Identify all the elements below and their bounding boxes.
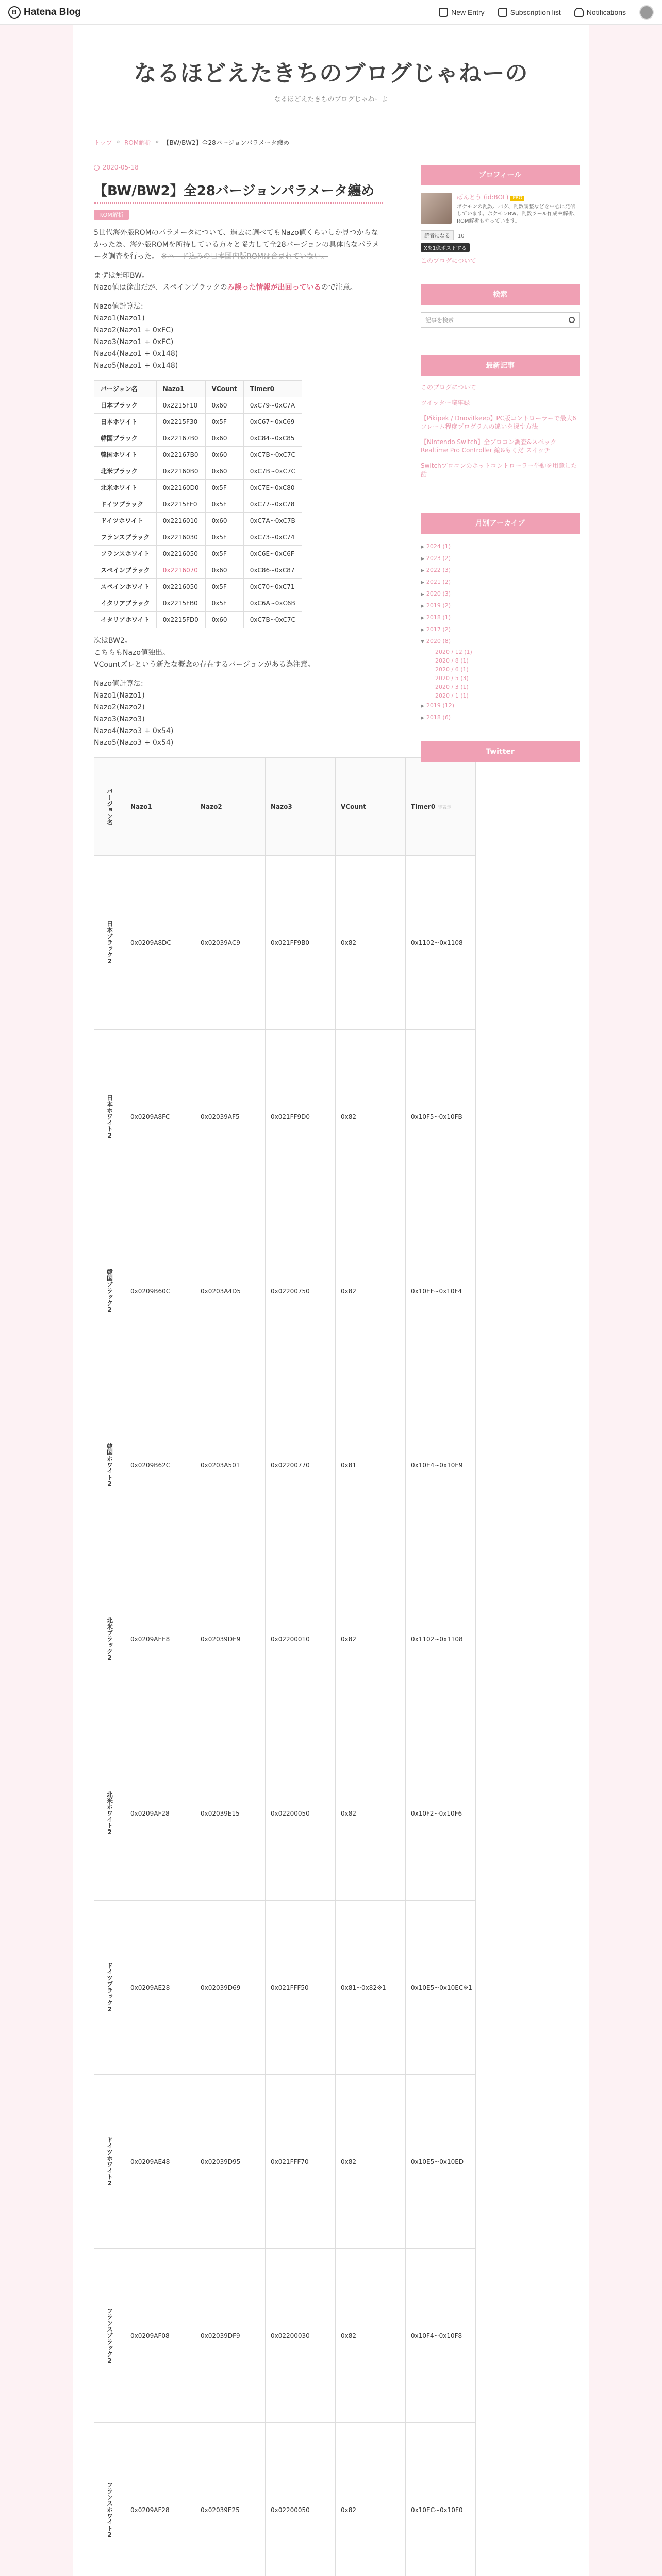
triangle-right-icon: ▶ (421, 616, 424, 621)
triangle-right-icon: ▶ (421, 628, 424, 633)
version-name-cell: 日本ブラック (94, 397, 157, 414)
table-cell: 0x60 (205, 463, 243, 480)
formula-title: Nazo値計算法: (94, 302, 143, 311)
version-name-cell: スペインブラック (94, 562, 157, 579)
follow-count: 10 (457, 233, 465, 239)
intro-text: 5世代海外版ROMのパラメータについて、過去に調べてもNazo値くらいしか見つからなかった為、海外版ROMを所持している方々と協力して全28バージョンの具体的なパラメータ調査を行った。 (94, 229, 379, 261)
list-icon (498, 8, 507, 17)
bw2-line2: VCountズレという新たな概念の存在するバージョンがある為注意。 (94, 660, 315, 669)
table-cell: 0xC7B~0xC7C (243, 463, 302, 480)
profile-module (421, 185, 580, 272)
bw2-formulas (94, 678, 383, 749)
table-cell: 0x0203A501 (195, 1378, 266, 1552)
th2-nazo1: Nazo1 (125, 758, 195, 856)
blog-page (73, 25, 589, 2576)
table-cell: 0x10E5~0x10ED (406, 2075, 476, 2249)
table-row (94, 1378, 476, 1552)
table-row (94, 430, 302, 447)
pencil-icon (439, 8, 448, 17)
triangle-right-icon: ▶ (421, 545, 424, 550)
version-name-cell (94, 2423, 125, 2576)
table-cell: 0x2216030 (156, 529, 205, 546)
table2-header-row (94, 758, 476, 856)
table-row (94, 463, 302, 480)
version-name-vertical: フランスホワイト2 (106, 2481, 113, 2538)
table-cell: 0xC7E~0xC80 (243, 480, 302, 496)
archive-year-label: 2019 (2) (426, 602, 451, 609)
table-row (94, 397, 302, 414)
archive-year-label: 2018 (1) (426, 614, 451, 621)
category-badge[interactable]: ROM解析 (94, 210, 129, 220)
table-cell: 0x82 (336, 856, 406, 1030)
table-cell: 0xC7B~0xC7C (243, 612, 302, 628)
table-cell: 0x1102~0x1108 (406, 856, 476, 1030)
formula-line: Nazo4(Nazo1 + 0x148) (94, 350, 178, 358)
table-cell: 0x1102~0x1108 (406, 1552, 476, 1726)
table-cell: 0xC70~0xC71 (243, 579, 302, 595)
table-cell: 0x021FF9D0 (266, 1030, 336, 1204)
table-row (94, 562, 302, 579)
formula-line: Nazo5(Nazo1 + 0x148) (94, 362, 178, 370)
version-name-cell: 韓国ホワイト (94, 447, 157, 463)
blog-description: なるほどえたきちのブログじゃねーよ (274, 96, 388, 104)
subscription-label: Subscription list (510, 8, 561, 16)
archive-year-label: 2018 (6) (426, 714, 451, 721)
table-cell: 0x10EC~0x10F0 (406, 2423, 476, 2576)
breadcrumb (94, 138, 289, 147)
table-row (94, 579, 302, 595)
archive-year[interactable] (421, 588, 580, 600)
table-cell: 0x5F (205, 595, 243, 612)
th2-version-label: バージョン名 (106, 788, 113, 825)
table-cell: 0x82 (336, 1726, 406, 1901)
formula-line: Nazo1(Nazo1) (94, 314, 145, 323)
version-name-cell (94, 1030, 125, 1204)
table-row (94, 513, 302, 529)
table-row (94, 1204, 476, 1378)
th2-nazo3: Nazo3 (266, 758, 336, 856)
table-cell: 0x02200050 (266, 1726, 336, 1901)
version-name-cell (94, 1726, 125, 1901)
search-module-title: 検索 (421, 284, 580, 305)
archive-year-label: 2023 (2) (426, 555, 451, 562)
sidebar (421, 165, 580, 762)
triangle-right-icon: ▶ (421, 568, 424, 573)
profile-module-title: プロフィール (421, 165, 580, 185)
table-cell: 0x021FF9B0 (266, 856, 336, 1030)
version-name-cell (94, 1901, 125, 2075)
archive-month[interactable]: 2020 / 5 (3) (435, 675, 469, 682)
archive-year[interactable] (421, 624, 580, 636)
notifications-label: Notifications (586, 8, 626, 16)
table-cell: 0x0209AE48 (125, 2075, 195, 2249)
about-blog-link[interactable]: このブログについて (421, 257, 476, 264)
table-cell: 0x0209AEE8 (125, 1552, 195, 1726)
table-cell: 0x10F5~0x10FB (406, 1030, 476, 1204)
archive-year[interactable] (421, 712, 580, 724)
version-name-cell: 北米ブラック (94, 463, 157, 480)
archive-year[interactable] (421, 541, 580, 553)
entry-intro (94, 227, 383, 263)
formula-line: Nazo2(Nazo1 + 0xFC) (94, 326, 174, 334)
table-cell: 0xC7A~0xC7B (243, 513, 302, 529)
bw-line-post: ので注意。 (321, 283, 357, 292)
table-row (94, 2249, 476, 2423)
table-cell: 0x60 (205, 513, 243, 529)
version-name-cell (94, 1552, 125, 1726)
th2-timer0-label: Timer0 (411, 803, 436, 810)
table-cell: 0x22167B0 (156, 447, 205, 463)
table-cell: 0x2216050 (156, 579, 205, 595)
table-cell: 0xC6E~0xC6F (243, 546, 302, 562)
table-cell: 0x5F (205, 496, 243, 513)
intro-note: ※ハード込みの日本国内版ROMは含まれていない。 (161, 252, 329, 261)
triangle-right-icon: ▶ (421, 716, 424, 721)
version-name-vertical: 韓国ブラック2 (106, 1268, 113, 1313)
formula2-title: Nazo値計算法: (94, 680, 143, 688)
table-cell: 0x02039AF5 (195, 1030, 266, 1204)
formula2-line: Nazo4(Nazo3 + 0x54) (94, 727, 174, 735)
bw-section-text (94, 270, 383, 294)
table-cell: 0x02039D69 (195, 1901, 266, 2075)
table-cell: 0x60 (205, 430, 243, 447)
hatena-blog-logo[interactable] (8, 6, 81, 19)
table-cell: 0x60 (205, 447, 243, 463)
table-cell: 0x02039DE9 (195, 1552, 266, 1726)
table-cell: 0x2215FF0 (156, 496, 205, 513)
recent-module (421, 376, 580, 493)
version-name-vertical: ドイツホワイト2 (106, 2136, 113, 2187)
th-vcount: VCount (205, 381, 243, 397)
table-cell: 0x60 (205, 562, 243, 579)
breadcrumb-separator: » (116, 138, 120, 145)
table-cell: 0x0209AF08 (125, 2249, 195, 2423)
formula-line: Nazo3(Nazo1 + 0xFC) (94, 338, 174, 346)
th2-version (94, 758, 125, 856)
table-row (94, 2423, 476, 2576)
archive-year-label: 2024 (1) (426, 543, 451, 550)
bw2-section-text (94, 635, 383, 671)
bw2-parameter-table (94, 757, 476, 2576)
pro-badge: PRO (510, 196, 524, 201)
archive-month[interactable]: 2020 / 8 (1) (435, 657, 469, 664)
table-cell: 0x02039E25 (195, 2423, 266, 2576)
triangle-right-icon: ▶ (421, 704, 424, 709)
th2-vcount: VCount (336, 758, 406, 856)
entry-title[interactable]: 【BW/BW2】全28バージョンパラメータ纏め (94, 180, 383, 204)
version-name-cell: ドイツホワイト (94, 513, 157, 529)
table-cell: 0x22160D0 (156, 480, 205, 496)
version-name-cell: 北米ホワイト (94, 480, 157, 496)
search-module (421, 305, 580, 335)
table-cell: 0x02039DF9 (195, 2249, 266, 2423)
archive-month[interactable]: 2020 / 3 (1) (435, 684, 469, 690)
version-name-cell: ドイツブラック (94, 496, 157, 513)
formula2-line: Nazo2(Nazo2) (94, 703, 145, 711)
version-name-cell (94, 1204, 125, 1378)
archive-month[interactable]: 2020 / 12 (1) (435, 649, 472, 655)
version-name-cell (94, 856, 125, 1030)
archive-year-label: 2020 (8) (426, 638, 451, 645)
table-cell: 0x2215FB0 (156, 595, 205, 612)
table-cell: 0xC86~0xC87 (243, 562, 302, 579)
table-cell: 0x82 (336, 2249, 406, 2423)
table-cell: 0x02039D95 (195, 2075, 266, 2249)
bw2-heading: 次はBW2。 (94, 637, 132, 645)
table-row (94, 414, 302, 430)
triangle-right-icon: ▶ (421, 592, 424, 597)
archive-module-title: 月別アーカイブ (421, 513, 580, 534)
table-cell: 0x02039E15 (195, 1726, 266, 1901)
new-entry-label: New Entry (451, 8, 485, 16)
table-cell: 0x2216010 (156, 513, 205, 529)
table-cell: 0xC67~0xC69 (243, 414, 302, 430)
table-row (94, 480, 302, 496)
clock-icon (94, 165, 100, 171)
table-cell: 0x2216050 (156, 546, 205, 562)
table-cell: 0x02039AC9 (195, 856, 266, 1030)
table-row (94, 447, 302, 463)
th-nazo1: Nazo1 (156, 381, 205, 397)
table-cell: 0xC7B~0xC7C (243, 447, 302, 463)
version-name-cell: フランスブラック (94, 529, 157, 546)
table-cell: 0x2215FD0 (156, 612, 205, 628)
table-cell: 0x10F4~0x10F8 (406, 2249, 476, 2423)
bw-line-pre: Nazo値は徐出だが、スペインブラックの (94, 283, 227, 292)
recent-module-title: 最新記事 (421, 355, 580, 376)
entry-date[interactable] (94, 164, 444, 171)
table-header-row (94, 381, 302, 397)
table-cell: 0x5F (205, 480, 243, 496)
recent-item[interactable]: Switchプロコンのホットコントローラー挙動を用意した話 (421, 462, 577, 478)
breadcrumb-current: 【BW/BW2】全28バージョンパラメータ纏め (163, 139, 290, 146)
notifications-link[interactable] (574, 8, 626, 17)
table-row (94, 1726, 476, 1901)
profile-bio: ポケモンの乱数、バグ、乱数調整などを中心に発信しています。ポケモンBW、乱数ツール作成や解析、ROM解析もやっています。 (457, 204, 578, 224)
table-cell: 0x0209AE28 (125, 1901, 195, 2075)
table-cell: 0x10E5~0x10EC※1 (406, 1901, 476, 2075)
archive-year[interactable] (421, 600, 580, 612)
table-cell: 0x82 (336, 1552, 406, 1726)
version-name-vertical: 韓国ホワイト2 (106, 1443, 113, 1487)
version-name-cell (94, 2249, 125, 2423)
th2-nazo2: Nazo2 (195, 758, 266, 856)
version-name-cell: イタリアホワイト (94, 612, 157, 628)
table-cell: 0xC84~0xC85 (243, 430, 302, 447)
table-cell: 0x10E4~0x10E9 (406, 1378, 476, 1552)
table-cell: 0x0209A8FC (125, 1030, 195, 1204)
archive-year-label: 2020 (3) (426, 590, 451, 597)
profile-card (421, 193, 580, 225)
version-name-cell: スペインホワイト (94, 579, 157, 595)
table-cell: 0x2215F30 (156, 414, 205, 430)
archive-year-label: 2021 (2) (426, 579, 451, 585)
version-name-vertical: ドイツブラック2 (106, 1962, 113, 2013)
table-cell: 0xC79~0xC7A (243, 397, 302, 414)
version-name-cell: イタリアブラック (94, 595, 157, 612)
profile-avatar[interactable] (421, 193, 452, 224)
blog-title[interactable]: なるほどえたきちのブログじゃねーの (134, 60, 528, 87)
archive-year[interactable] (421, 612, 580, 624)
table-row (94, 1552, 476, 1726)
version-name-cell (94, 1378, 125, 1552)
archive-year[interactable] (421, 700, 580, 712)
archive-year[interactable] (421, 565, 580, 577)
bw-table-body (94, 397, 302, 628)
archive-year-label: 2019 (12) (426, 702, 454, 709)
archive-year[interactable] (421, 577, 580, 588)
bw-parameter-table (94, 380, 302, 628)
th-version: バージョン名 (94, 381, 157, 397)
version-name-cell (94, 2075, 125, 2249)
subscription-list-link[interactable] (498, 8, 561, 17)
table-row (94, 612, 302, 628)
archive-list (421, 541, 580, 724)
recent-list (421, 383, 580, 478)
table-cell: 0x02200010 (266, 1552, 336, 1726)
formula2-line: Nazo3(Nazo3) (94, 715, 145, 723)
follow-button[interactable]: 読者になる (421, 230, 454, 240)
blog-header (73, 55, 589, 104)
version-name-cell: 韓国ブラック (94, 430, 157, 447)
hide-column-label[interactable]: 非表示 (437, 805, 452, 810)
table-cell: 0x02200030 (266, 2249, 336, 2423)
search-placeholder: 記事を検索 (425, 317, 454, 324)
table-cell: 0xC73~0xC74 (243, 529, 302, 546)
archive-year-label: 2022 (3) (426, 567, 451, 573)
triangle-right-icon: ▶ (421, 604, 424, 609)
twitter-module-title: Twitter (421, 741, 580, 762)
table-cell: 0x5F (205, 529, 243, 546)
search-input[interactable] (421, 312, 580, 328)
bw2-line1: こちらもNazo値独出。 (94, 649, 170, 657)
search-icon[interactable] (569, 317, 575, 323)
version-name-cell: 日本ホワイト (94, 414, 157, 430)
triangle-right-icon: ▶ (421, 580, 424, 585)
table-row (94, 496, 302, 513)
table-cell: 0x0209AF28 (125, 1726, 195, 1901)
formula2-line: Nazo1(Nazo1) (94, 691, 145, 700)
archive-month[interactable]: 2020 / 1 (1) (435, 692, 469, 699)
table-cell: 0x22160B0 (156, 463, 205, 480)
table-cell: 0x22167B0 (156, 430, 205, 447)
x-follow-button[interactable]: Xを1億ポストする (421, 243, 470, 252)
breadcrumb-separator: » (155, 138, 159, 145)
table-cell: 0x82 (336, 2075, 406, 2249)
table-row (94, 1030, 476, 1204)
recent-item[interactable]: 【Nintendo Switch】全プロコン調査&スペック Realtime Pro Controller 編&もくだ スイッチ (421, 438, 557, 454)
bw2-table-body (94, 856, 476, 2576)
user-avatar[interactable] (639, 5, 654, 20)
table-cell: 0xC77~0xC78 (243, 496, 302, 513)
version-name-vertical: フランスブラック2 (106, 2307, 113, 2364)
recent-item[interactable]: このブログについて (421, 384, 476, 391)
triangle-right-icon: ▶ (421, 556, 424, 562)
table-cell: 0x10F2~0x10F6 (406, 1726, 476, 1901)
hatena-topbar (0, 0, 662, 25)
version-name-vertical: 北米ブラック2 (106, 1617, 113, 1662)
table-cell: 0x02200770 (266, 1378, 336, 1552)
bw-line-warning: み誤った情報が出回っている (227, 283, 321, 292)
recent-item[interactable]: 【Pikipek / Dnovitkeep】PC版コントローラーで最大6フレーム程度プログラムの違いを探す方法 (421, 415, 576, 430)
table-cell: 0xC6A~0xC6B (243, 595, 302, 612)
table-cell: 0x021FFF50 (266, 1901, 336, 2075)
table-cell: 0x0209AF28 (125, 2423, 195, 2576)
table-cell: 0x82 (336, 1204, 406, 1378)
recent-item[interactable]: ツイッター議事録 (421, 399, 470, 406)
table-cell: 0x0203A4D5 (195, 1204, 266, 1378)
table-cell: 0x81~0x82※1 (336, 1901, 406, 2075)
triangle-down-icon: ▼ (421, 639, 424, 645)
top-navigation (439, 5, 654, 20)
version-name-cell: フランスホワイト (94, 546, 157, 562)
archive-month[interactable]: 2020 / 6 (1) (435, 666, 469, 673)
table-cell: 0x81 (336, 1378, 406, 1552)
table-cell: 0x0209B60C (125, 1204, 195, 1378)
table-row (94, 2075, 476, 2249)
archive-year[interactable] (421, 553, 580, 565)
table-cell: 0x82 (336, 1030, 406, 1204)
bw-heading: まずは無印BW。 (94, 272, 149, 280)
version-name-vertical: 北米ホワイト2 (106, 1791, 113, 1836)
hatena-logo-icon: B (8, 6, 21, 19)
entry-date-text: 2020-05-18 (103, 164, 139, 171)
table-cell: 0x02200750 (266, 1204, 336, 1378)
version-name-vertical: 日本ホワイト2 (106, 1094, 113, 1139)
table-cell: 0x0209A8DC (125, 856, 195, 1030)
table-cell: 0x60 (205, 612, 243, 628)
table-cell: 0x2216070 (156, 562, 205, 579)
table-cell: 0x5F (205, 414, 243, 430)
table-cell: 0x10EF~0x10F4 (406, 1204, 476, 1378)
th-timer0: Timer0 (243, 381, 302, 397)
table-cell: 0x0209B62C (125, 1378, 195, 1552)
bw-formulas (94, 301, 383, 372)
bw-line (94, 282, 383, 294)
table-row (94, 856, 476, 1030)
table-cell: 0x60 (205, 397, 243, 414)
bell-icon (574, 8, 584, 17)
th2-timer0 (406, 758, 476, 856)
version-name-vertical: 日本ブラック2 (106, 920, 113, 965)
breadcrumb-category[interactable]: ROM解析 (124, 139, 152, 146)
profile-info (457, 193, 580, 225)
table-cell: 0x021FFF70 (266, 2075, 336, 2249)
table-cell: 0x5F (205, 546, 243, 562)
breadcrumb-home[interactable]: トップ (94, 139, 112, 146)
archive-year-expanded[interactable] (421, 636, 580, 648)
table-cell: 0x02200050 (266, 2423, 336, 2576)
new-entry-link[interactable] (439, 8, 485, 17)
table-row (94, 529, 302, 546)
profile-name[interactable]: ばんとう (id:BOL) (457, 194, 509, 201)
table-cell: 0x82 (336, 2423, 406, 2576)
table-row (94, 595, 302, 612)
archive-year-label: 2017 (2) (426, 626, 451, 633)
table-cell: 0x2215F10 (156, 397, 205, 414)
table-row (94, 1901, 476, 2075)
table-row (94, 546, 302, 562)
logo-text: Hatena Blog (24, 6, 81, 18)
table-cell: 0x5F (205, 579, 243, 595)
formula2-line: Nazo5(Nazo3 + 0x54) (94, 739, 174, 747)
archive-module (421, 534, 580, 731)
